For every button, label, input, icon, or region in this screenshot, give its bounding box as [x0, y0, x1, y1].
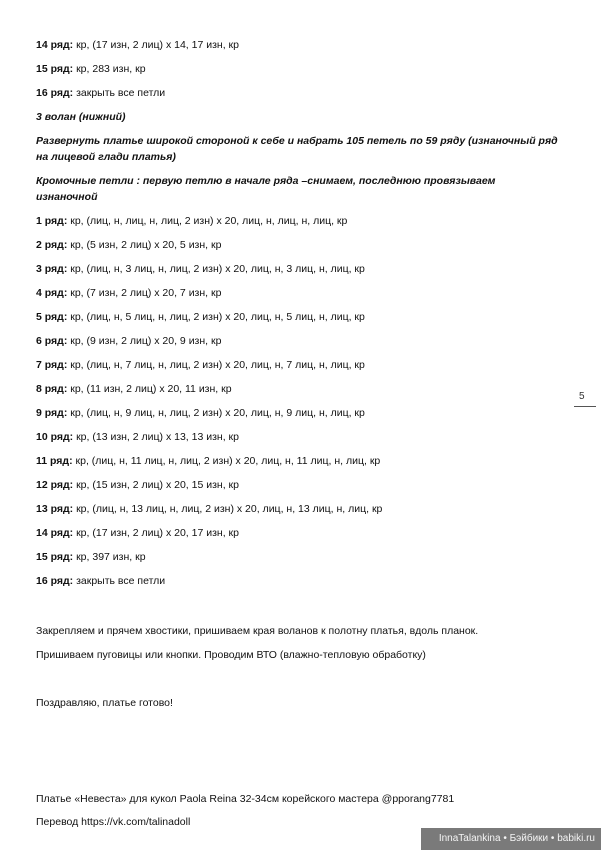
row-label: 13 ряд:	[36, 503, 74, 515]
row-text: кр, (лиц, н, 9 лиц, н, лиц, 2 изн) х 20, лиц, н, 9 лиц, н, лиц, кр	[67, 407, 365, 419]
row-label: 12 ряд:	[36, 479, 74, 491]
row-line	[36, 38, 239, 52]
row-text: кр, 283 изн, кр	[73, 63, 146, 75]
row-text: кр, 397 изн, кр	[73, 551, 146, 563]
translation-text: Перевод https://vk.com/talinadoll	[36, 816, 191, 828]
row-label: 15 ряд:	[36, 551, 74, 563]
row-text: кр, (лиц, н, лиц, н, лиц, 2 изн) х 20, лиц, н, лиц, н, лиц, кр	[67, 215, 348, 227]
row-line	[36, 454, 380, 468]
row-line	[36, 262, 365, 276]
row-line	[36, 238, 221, 252]
row-line	[36, 574, 165, 588]
row-line	[36, 310, 365, 324]
row-line	[36, 62, 146, 76]
row-text: кр, (лиц, н, 7 лиц, н, лиц, 2 изн) х 20, лиц, н, 7 лиц, н, лиц, кр	[67, 359, 365, 371]
row-line	[36, 550, 146, 564]
finish-text-1: Закрепляем и прячем хвостики, пришиваем края воланов к полотну платья, вдоль планок.	[36, 625, 479, 637]
instruction-edge-stitches-cont: изнаночной	[36, 191, 98, 203]
row-line	[36, 502, 382, 516]
instruction-edge-stitches: Кромочные петли : первую петлю в начале ряда –снимаем, последнюю провязываем	[36, 175, 496, 187]
row-label: 7 ряд:	[36, 359, 68, 371]
row-label: 11 ряд:	[36, 455, 73, 467]
watermark: InnaTalankina • Бэйбики • babiki.ru	[421, 828, 601, 850]
section-title: 3 волан (нижний)	[36, 111, 126, 123]
credit-text: Платье «Невеста» для кукол Paola Reina 32-34см корейского мастера @pporang7781	[36, 793, 455, 805]
row-text: кр, (11 изн, 2 лиц) х 20, 11 изн, кр	[67, 383, 232, 395]
instruction-cast-on: Развернуть платье широкой стороной к себе и набрать 105 петель по 59 ряду (изнаночный ряд	[36, 135, 558, 147]
row-line	[36, 358, 365, 372]
row-line	[36, 214, 347, 228]
row-text: кр, (9 изн, 2 лиц) х 20, 9 изн, кр	[67, 335, 222, 347]
instruction-cast-on-cont: на лицевой глади платья)	[36, 151, 176, 163]
row-line	[36, 526, 239, 540]
row-label: 14 ряд:	[36, 527, 74, 539]
page-number: 5	[579, 391, 585, 402]
row-text: закрыть все петли	[73, 87, 166, 99]
row-line	[36, 286, 221, 300]
page-number-rule	[574, 406, 596, 407]
row-label: 15 ряд:	[36, 63, 74, 75]
row-label: 8 ряд:	[36, 383, 68, 395]
row-label: 5 ряд:	[36, 311, 68, 323]
row-text: кр, (17 изн, 2 лиц) х 20, 17 изн, кр	[73, 527, 239, 539]
row-label: 10 ряд:	[36, 431, 74, 443]
row-text: кр, (15 изн, 2 лиц) х 20, 15 изн, кр	[73, 479, 239, 491]
row-label: 16 ряд:	[36, 575, 74, 587]
row-line	[36, 86, 165, 100]
row-text: кр, (7 изн, 2 лиц) х 20, 7 изн, кр	[67, 287, 222, 299]
row-label: 9 ряд:	[36, 407, 68, 419]
row-text: кр, (лиц, н, 13 лиц, н, лиц, 2 изн) х 20, лиц, н, 13 лиц, н, лиц, кр	[73, 503, 383, 515]
row-label: 2 ряд:	[36, 239, 68, 251]
row-text: кр, (17 изн, 2 лиц) х 14, 17 изн, кр	[73, 39, 239, 51]
row-line	[36, 406, 365, 420]
row-text: кр, (лиц, н, 5 лиц, н, лиц, 2 изн) х 20, лиц, н, 5 лиц, н, лиц, кр	[67, 311, 365, 323]
row-line	[36, 382, 232, 396]
row-line	[36, 430, 239, 444]
row-label: 16 ряд:	[36, 87, 74, 99]
row-label: 1 ряд:	[36, 215, 68, 227]
row-label: 14 ряд:	[36, 39, 74, 51]
row-text: кр, (5 изн, 2 лиц) х 20, 5 изн, кр	[67, 239, 222, 251]
row-label: 6 ряд:	[36, 335, 68, 347]
row-text: закрыть все петли	[73, 575, 166, 587]
row-label: 4 ряд:	[36, 287, 68, 299]
row-text: кр, (лиц, н, 3 лиц, н, лиц, 2 изн) х 20, лиц, н, 3 лиц, н, лиц, кр	[67, 263, 365, 275]
row-line	[36, 334, 221, 348]
finish-text-2: Пришиваем пуговицы или кнопки. Проводим ВТО (влажно-тепловую обработку)	[36, 649, 426, 661]
row-label: 3 ряд:	[36, 263, 68, 275]
row-text: кр, (лиц, н, 11 лиц, н, лиц, 2 изн) х 20, лиц, н, 11 лиц, н, лиц, кр	[72, 455, 381, 467]
congrats-text: Поздравляю, платье готово!	[36, 697, 173, 709]
row-line	[36, 478, 239, 492]
row-text: кр, (13 изн, 2 лиц) х 13, 13 изн, кр	[73, 431, 239, 443]
